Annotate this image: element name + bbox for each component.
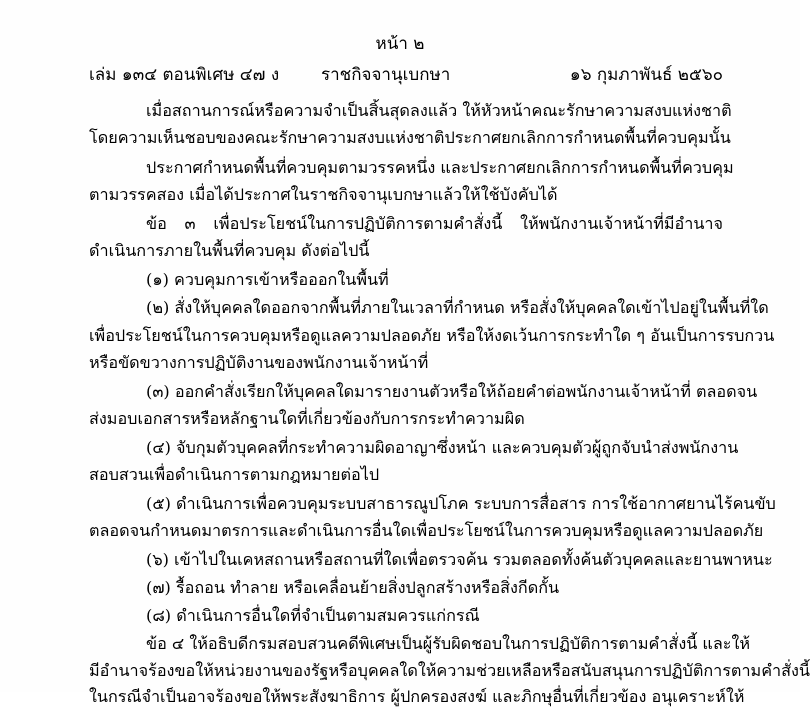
header-volume: เล่ม ๑๓๔ ตอนพิเศษ ๔๗ ง [89,65,280,85]
body-line: (๗) รื้อถอน ทำลาย หรือเคลื่อนย้ายสิ่งปลูกสร้างหรือสิ่งกีดกั้น [146,578,560,597]
body-line: เมื่อสถานการณ์หรือความจำเป็นสิ้นสุดลงแล้ว ให้หัวหน้าคณะรักษาความสงบแห่งชาติ [146,101,732,120]
body-line: ข้อ ๔ ให้อธิบดีกรมสอบสวนคดีพิเศษเป็นผู้รับผิดชอบในการปฏิบัติการตามคำสั่งนี้ และให้ [146,634,751,653]
body-line: (๒) สั่งให้บุคคลใดออกจากพื้นที่ภายในเวลาที่กำหนด หรือสั่งให้บุคคลใดเข้าไปอยู่ในพื้นที่ใด [146,298,769,317]
header-date: ๑๖ กุมภาพันธ์ ๒๕๖๐ [569,65,723,85]
body-line: ประกาศกำหนดพื้นที่ควบคุมตามวรรคหนึ่ง และประกาศยกเลิกการกำหนดพื้นที่ควบคุม [146,158,734,177]
body-line: (๖) เข้าไปในเคหสถานหรือสถานที่ใดเพื่อตรวจค้น รวมตลอดทั้งค้นตัวบุคคลและยานพาหนะ [146,550,773,569]
body-line: (๔) จับกุมตัวบุคคลที่กระทำความผิดอาญาซึ่งหน้า และควบคุมตัวผู้ถูกจับนำส่งพนักงาน [146,438,739,457]
body-line: เพื่อประโยชน์ในการควบคุมหรือดูแลความปลอดภัย หรือให้งดเว้นการกระทำใด ๆ อันเป็นการรบกวน [89,326,775,345]
body-line: โดยความเห็นชอบของคณะรักษาความสงบแห่งชาติประกาศยกเลิกการกำหนดพื้นที่ควบคุมนั้น [89,128,731,147]
body-line: (๘) ดำเนินการอื่นใดที่จำเป็นตามสมควรแก่กรณี [146,606,480,625]
body-line: (๓) ออกคำสั่งเรียกให้บุคคลใดมารายงานตัวหรือให้ถ้อยคำต่อพนักงานเจ้าหน้าที่ ตลอดจน [146,382,758,401]
body-line: (๑) ควบคุมการเข้าหรือออกในพื้นที่ [146,270,389,289]
body-line: มีอำนาจร้องขอให้หน่วยงานของรัฐหรือบุคคลใดให้ความช่วยเหลือหรือสนับสนุนการปฏิบัติการตามคำสั่งนี้ [89,661,810,680]
body-line: (๕) ดำเนินการเพื่อควบคุมระบบสาธารณูปโภค ระบบการสื่อสาร การใช้อากาศยานไร้คนขับ [146,494,776,513]
body-line: ข้อ ๓ เพื่อประโยชน์ในการปฏิบัติการตามคำสั่งนี้ ให้พนักงานเจ้าหน้าที่มีอำนาจ [146,214,723,233]
body-line: หรือขัดขวางการปฏิบัติงานของพนักงานเจ้าหน้าที่ [89,353,429,372]
page-number: หน้า ๒ [375,34,425,54]
body-line: ส่งมอบเอกสารหรือหลักฐานใดที่เกี่ยวข้องกับการกระทำความผิด [89,409,525,428]
body-line: ในกรณีจำเป็นอาจร้องขอให้พระสังฆาธิการ ผู้ปกครองสงฆ์ และภิกษุอื่นที่เกี่ยวข้อง อนุเคราะห์ให้ [89,687,745,706]
body-line: ตลอดจนกำหนดมาตรการและดำเนินการอื่นใดเพื่อประโยชน์ในการควบคุมหรือดูแลความปลอดภัย [89,521,764,540]
body-line: ดำเนินการภายในพื้นที่ควบคุม ดังต่อไปนี้ [89,241,370,260]
header-publication: ราชกิจจานุเบกษา [321,65,451,85]
body-line: ตามวรรคสอง เมื่อได้ประกาศในราชกิจจานุเบกษาแล้วให้ใช้บังคับได้ [89,185,558,204]
body-line: สอบสวนเพื่อดำเนินการตามกฎหมายต่อไป [89,465,380,484]
